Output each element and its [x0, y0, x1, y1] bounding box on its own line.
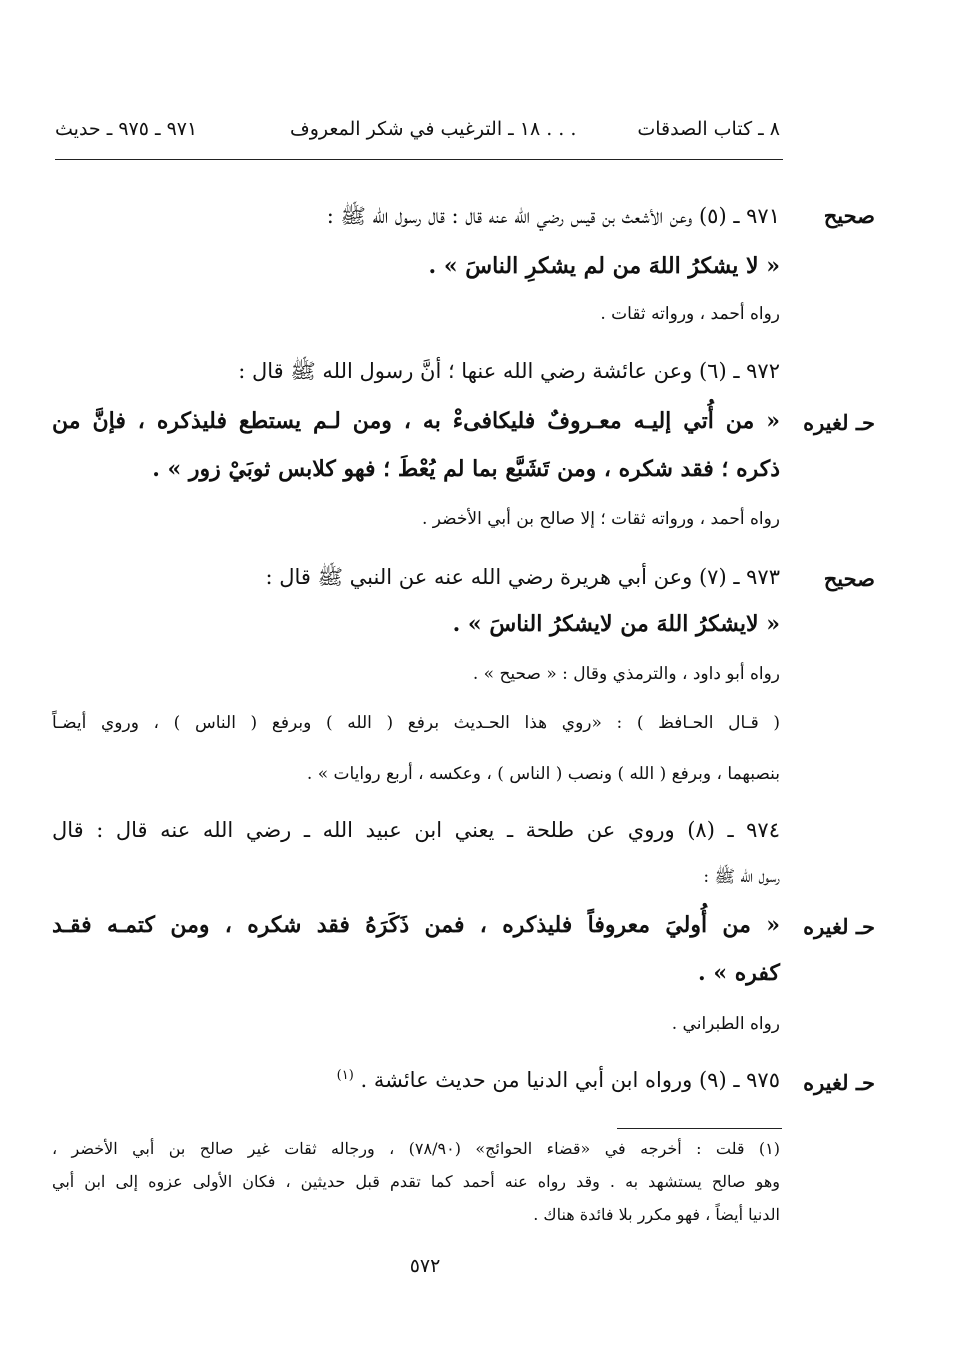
hadith-974-line-3: « من أُوليَ معروفاً فليذكره ، فمن ذَكَرَهُ فقد شكره ، ومن كتمـه فقـد — [52, 912, 780, 938]
hadith-974-source: رواه الطبراني . — [671, 1014, 780, 1034]
hadith-972-source: رواه أحمد ، ورواته ثقات ؛ إلا صالح بن أبي الأخضر . — [421, 509, 780, 529]
footnote-reference: (١) — [336, 1068, 354, 1083]
hadith-973-source: رواه أبو داود ، والترمذي وقال : « صحيح » . — [472, 664, 780, 684]
hadith-972-line-3: ذكره ؛ فقد شكره ، ومن تَشَبَّع بما لم يُعْطَ ؛ فهو كلابس ثوبَيْ زور » . — [152, 456, 780, 482]
footnote-line-2: وهو صالح يستشهد به . وقد رواه عنه أحمد كما تقدم قبل حديثين ، فكان الأولى عزوه إلى ابن أبي — [52, 1172, 780, 1191]
hafiz-note-line-2: بنصبهما ، وبرفع ( الله ) ونصب ( الناس ) ، وعكسه ، أربع روايات » . — [306, 764, 780, 784]
hadith-971-line-1: ٩٧١ ـ (٥) وعن الأشعث بن قيس رضي الله عنه قال : قال رسول الله ﷺ : — [326, 204, 780, 228]
hadith-974-line-1: ٩٧٤ ـ (٨) وروي عن طلحة ـ يعني ابن عبيد الله ـ رضي الله عنه قال : قال — [52, 818, 780, 842]
hadith-971-line-2: « لا يشكرُ اللهَ من لم يشكرِ الناسَ » . — [428, 253, 780, 279]
grade-975: حـ لغيره — [803, 1070, 875, 1095]
header-chapter-title: ١٨ ـ الترغيب في شكر المعروف . . . — [290, 118, 577, 140]
header-divider — [55, 159, 783, 160]
hadith-974-line-2: رسول الله ﷺ : — [703, 867, 780, 887]
footnote-divider — [617, 1128, 782, 1129]
grade-974: حـ لغيره — [803, 914, 875, 939]
header-hadith-range: ٩٧١ ـ ٩٧٥ ـ حديث — [55, 118, 198, 140]
hadith-972-line-1: ٩٧٢ ـ (٦) وعن عائشة رضي الله عنها ؛ أنَّ رسول الله ﷺ قال : — [238, 359, 780, 383]
footnote-line-1: (١) قلت : أخرجه في «قضاء الحوائج» (٧٨/٩٠) ، ورجاله ثقات غير صالح بن أبي الأخضر ، — [52, 1139, 781, 1158]
grade-973: صحيح — [823, 566, 875, 591]
hadith-973-line-2: « لايشكرُ اللهَ من لايشكرُ الناسَ » . — [452, 611, 780, 637]
grade-971: صحيح — [823, 203, 875, 228]
hadith-973-line-1: ٩٧٣ ـ (٧) وعن أبي هريرة رضي الله عنه عن النبي ﷺ قال : — [265, 565, 780, 589]
hadith-974-line-4: كفره » . — [698, 960, 780, 986]
hadith-972-line-2: « من أُتي إليـه معـروفٌ فليكافىءْ به ، ومن لـم يستطع فليذكره ، فإنَّ من — [52, 408, 780, 434]
hafiz-note-line-1: ( قـال الحـافظ ) : «روي هذا الحـديث برفع ( الله ) وبرفع ( الناس ) ، وروي أيضـاً — [52, 713, 780, 733]
header-book-title: ٨ ـ كتاب الصدقات — [637, 118, 780, 140]
hadith-971-source: رواه أحمد ، ورواته ثقات . — [600, 304, 780, 324]
footnote-line-3: الدنيا أيضاً ، فهو مكرر بلا فائدة هناك . — [533, 1205, 780, 1224]
hadith-975-text: ٩٧٥ ـ (٩) ورواه ابن أبي الدنيا من حديث عائشة . — [360, 1068, 780, 1092]
page-number: ٥٧٢ — [409, 1255, 441, 1277]
hadith-975-line-1 — [337, 1068, 780, 1092]
grade-972: حـ لغيره — [803, 410, 875, 435]
